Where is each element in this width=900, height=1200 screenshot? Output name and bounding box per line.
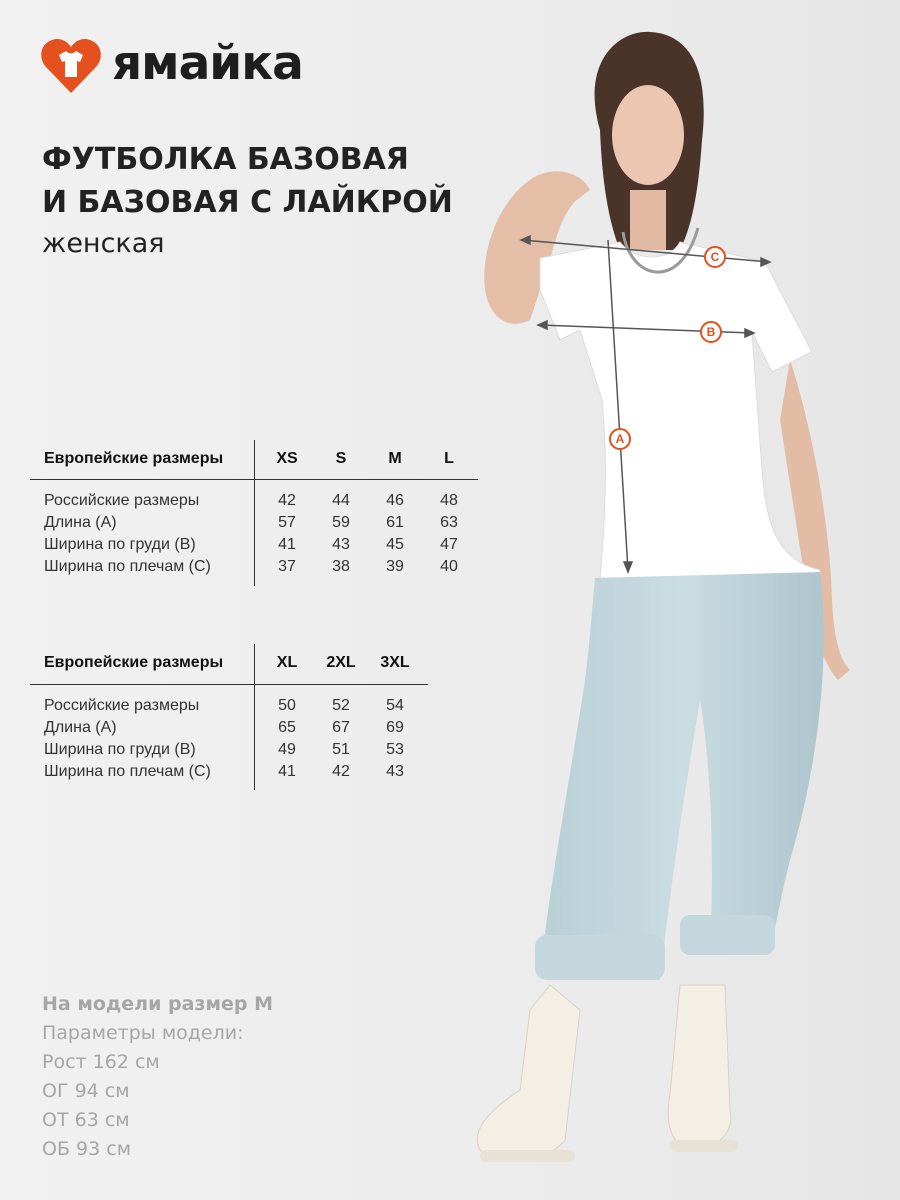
table-cell: 50 (278, 697, 296, 714)
table-cell: 37 (278, 558, 296, 575)
row-label: Российские размеры (44, 492, 200, 509)
size-header: 2XL (326, 654, 356, 671)
table-cell: 51 (332, 741, 350, 758)
size-header: 3XL (380, 654, 410, 671)
row-label: Ширина по груди (В) (44, 741, 196, 758)
model-waist: ОТ 63 см (42, 1109, 130, 1131)
table-cell: 43 (386, 763, 404, 780)
table-cell: 45 (386, 536, 404, 553)
model-parameters (42, 990, 273, 1164)
table-divider (30, 684, 428, 685)
measure-marker-c: C (704, 246, 726, 268)
table-cell: 41 (278, 763, 296, 780)
table-divider (254, 440, 255, 586)
model-photo (380, 0, 900, 1200)
table-divider (254, 644, 255, 790)
model-chest: ОГ 94 см (42, 1080, 130, 1102)
model-height: Рост 162 см (42, 1051, 160, 1073)
heart-tshirt-logo-icon (38, 35, 104, 97)
table-cell: 67 (332, 719, 350, 736)
model-hips: ОБ 93 см (42, 1138, 132, 1160)
table-cell: 49 (278, 741, 296, 758)
size-table-header-label: Европейские размеры (44, 450, 224, 467)
product-subtitle: женская (42, 228, 165, 259)
table-cell: 46 (386, 492, 404, 509)
brand-logo[interactable] (38, 34, 303, 98)
size-header: S (335, 450, 347, 467)
size-table-header-label: Европейские размеры (44, 654, 224, 671)
table-cell: 41 (278, 536, 296, 553)
size-header: XL (276, 654, 298, 671)
model-figure-illustration (380, 0, 900, 1200)
table-cell: 63 (440, 514, 458, 531)
table-cell: 42 (278, 492, 296, 509)
row-label: Длина (А) (44, 719, 117, 736)
model-params-label: Параметры модели: (42, 1022, 244, 1044)
table-cell: 47 (440, 536, 458, 553)
product-title-line-2: И БАЗОВАЯ С ЛАЙКРОЙ (42, 185, 453, 220)
row-label: Ширина по плечам (С) (44, 763, 211, 780)
size-table-2 (30, 644, 430, 794)
table-cell: 44 (332, 492, 350, 509)
table-cell: 40 (440, 558, 458, 575)
row-label: Ширина по плечам (С) (44, 558, 211, 575)
row-label: Российские размеры (44, 697, 200, 714)
table-cell: 69 (386, 719, 404, 736)
table-cell: 61 (386, 514, 404, 531)
table-cell: 54 (386, 697, 404, 714)
row-label: Длина (А) (44, 514, 117, 531)
product-title-line-1: ФУТБОЛКА БАЗОВАЯ (42, 142, 409, 177)
measure-marker-b: B (700, 321, 722, 343)
size-header: XS (276, 450, 298, 467)
table-cell: 38 (332, 558, 350, 575)
size-header: L (444, 450, 454, 467)
table-cell: 48 (440, 492, 458, 509)
table-cell: 57 (278, 514, 296, 531)
brand-name: ямайка (112, 35, 303, 91)
table-cell: 42 (332, 763, 350, 780)
table-cell: 53 (386, 741, 404, 758)
table-cell: 39 (386, 558, 404, 575)
table-cell: 59 (332, 514, 350, 531)
table-cell: 52 (332, 697, 350, 714)
row-label: Ширина по груди (В) (44, 536, 196, 553)
size-header: M (388, 450, 402, 467)
table-cell: 65 (278, 719, 296, 736)
measure-marker-a: A (609, 428, 631, 450)
table-cell: 43 (332, 536, 350, 553)
model-size-line: На модели размер M (42, 993, 273, 1015)
